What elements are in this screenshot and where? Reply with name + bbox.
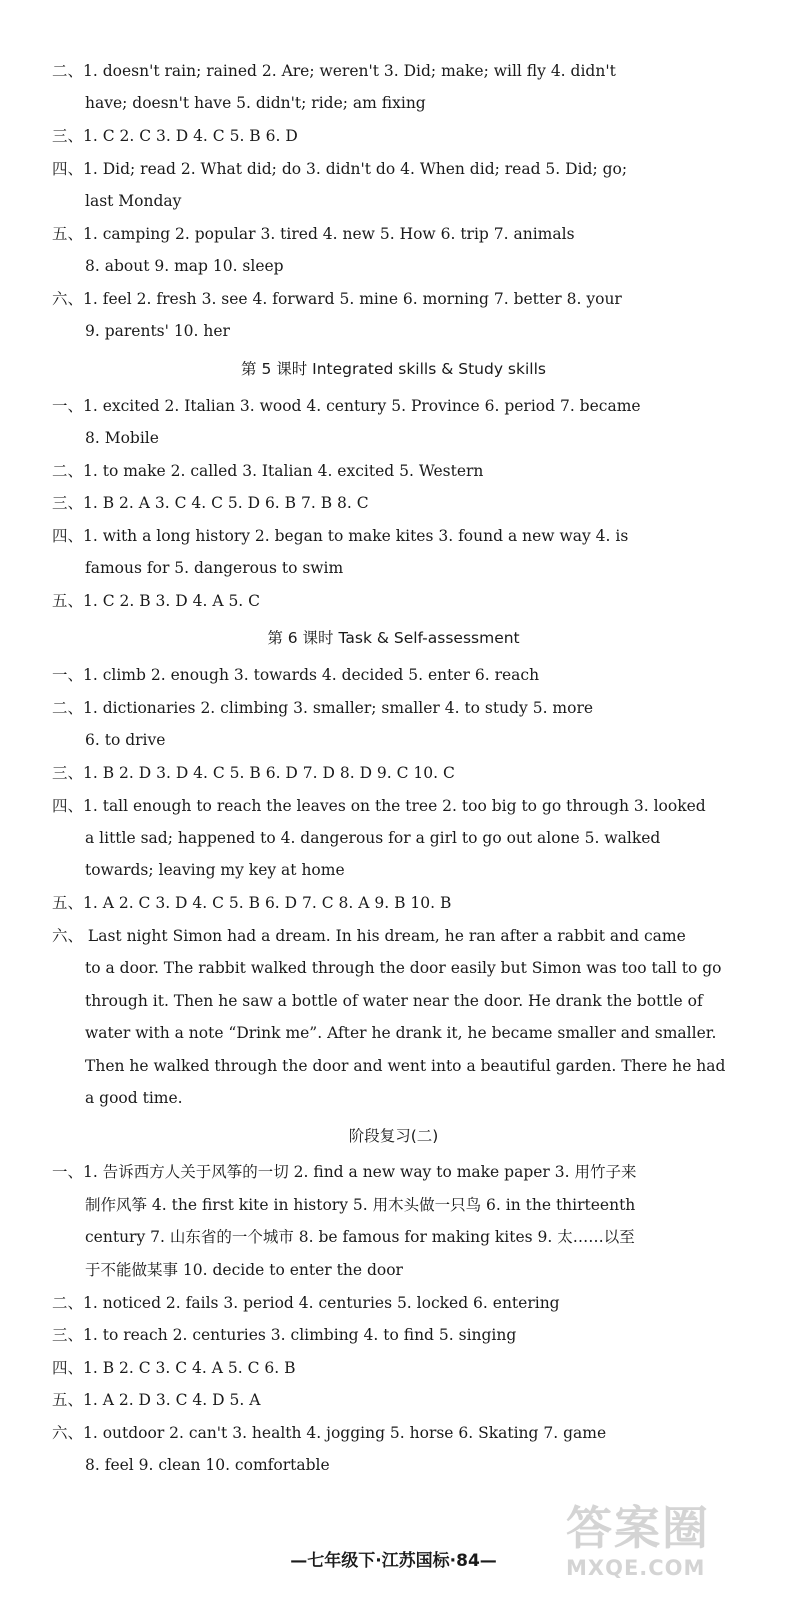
- watermark-url: MXQE.COM: [566, 1556, 706, 1580]
- answer-line: 8. Mobile: [85, 429, 159, 447]
- watermark-title: 答案圈: [566, 1501, 710, 1555]
- answer-line: 四、1. Did; read 2. What did; do 3. didn't do 4. When did; read 5. Did; go;: [52, 160, 628, 178]
- answer-line: 二、1. to make 2. called 3. Italian 4. excited 5. Western: [52, 462, 484, 480]
- page-footer: —七年级下·江苏国标·84—: [290, 1551, 497, 1571]
- answer-line: famous for 5. dangerous to swim: [85, 559, 344, 577]
- answer-line: 制作风筝 4. the first kite in history 5. 用木头做一只鸟 6. in the thirteenth: [85, 1196, 636, 1214]
- answer-line: Then he walked through the door and went into a beautiful garden. There he had: [85, 1057, 726, 1075]
- answer-line: 二、1. noticed 2. fails 3. period 4. centuries 5. locked 6. entering: [52, 1294, 560, 1312]
- answer-line: 六、1. outdoor 2. can't 3. health 4. jogging 5. horse 6. Skating 7. game: [52, 1424, 607, 1442]
- answer-line: 一、1. climb 2. enough 3. towards 4. decided 5. enter 6. reach: [52, 666, 540, 684]
- answer-line: 四、1. tall enough to reach the leaves on the tree 2. too big to go through 3. looked: [52, 797, 706, 815]
- answer-line: 二、1. dictionaries 2. climbing 3. smaller; smaller 4. to study 5. more: [52, 699, 594, 717]
- answer-line: water with a note “Drink me”. After he drank it, he became smaller and smaller.: [85, 1024, 717, 1042]
- answer-line: 三、1. B 2. D 3. D 4. C 5. B 6. D 7. D 8. D 9. C 10. C: [52, 764, 455, 782]
- answer-line: 二、1. doesn't rain; rained 2. Are; weren't 3. Did; make; will fly 4. didn't: [52, 62, 616, 80]
- answer-line: 三、1. to reach 2. centuries 3. climbing 4. to find 5. singing: [52, 1326, 517, 1344]
- answer-line: towards; leaving my key at home: [85, 861, 345, 879]
- answer-line: 五、1. camping 2. popular 3. tired 4. new 5. How 6. trip 7. animals: [52, 225, 575, 243]
- watermark-logo: [566, 1500, 766, 1595]
- answer-line: have; doesn't have 5. didn't; ride; am fixing: [85, 94, 426, 112]
- answer-line: last Monday: [85, 192, 182, 210]
- answer-line: century 7. 山东省的一个城市 8. be famous for making kites 9. 太……以至: [85, 1228, 635, 1246]
- section-heading: 第 5 课时 Integrated skills & Study skills: [241, 360, 546, 378]
- answer-line: 四、1. B 2. C 3. C 4. A 5. C 6. B: [52, 1359, 296, 1377]
- answer-line: 8. about 9. map 10. sleep: [85, 257, 284, 275]
- answer-line: 9. parents' 10. her: [85, 322, 230, 340]
- answer-line: through it. Then he saw a bottle of water near the door. He drank the bottle of: [85, 992, 703, 1010]
- answer-line: to a door. The rabbit walked through the door easily but Simon was too tall to go: [85, 959, 722, 977]
- answer-line: 一、1. 告诉西方人关于风筝的一切 2. find a new way to make paper 3. 用竹子来: [52, 1163, 637, 1181]
- answer-line: 六、1. feel 2. fresh 3. see 4. forward 5. mine 6. morning 7. better 8. your: [52, 290, 622, 308]
- section-heading: 第 6 课时 Task & Self-assessment: [267, 629, 520, 647]
- answer-line: 四、1. with a long history 2. began to make kites 3. found a new way 4. is: [52, 527, 629, 545]
- answer-line: 五、1. A 2. C 3. D 4. C 5. B 6. D 7. C 8. A 9. B 10. B: [52, 894, 452, 912]
- answer-line: 6. to drive: [85, 731, 166, 749]
- section-heading: 阶段复习(二): [348, 1127, 439, 1145]
- answer-line: 六、 Last night Simon had a dream. In his dream, he ran after a rabbit and came: [52, 927, 686, 945]
- answer-line: a good time.: [85, 1089, 183, 1107]
- answer-line: 三、1. C 2. C 3. D 4. C 5. B 6. D: [52, 127, 298, 145]
- answer-line: 一、1. excited 2. Italian 3. wood 4. century 5. Province 6. period 7. became: [52, 397, 641, 415]
- answer-line: 五、1. C 2. B 3. D 4. A 5. C: [52, 592, 261, 610]
- answer-line: 三、1. B 2. A 3. C 4. C 5. D 6. B 7. B 8. C: [52, 494, 369, 512]
- answer-line: 五、1. A 2. D 3. C 4. D 5. A: [52, 1391, 261, 1409]
- answer-line: 8. feel 9. clean 10. comfortable: [85, 1456, 330, 1474]
- answer-line: a little sad; happened to 4. dangerous for a girl to go out alone 5. walked: [85, 829, 661, 847]
- answer-line: 于不能做某事 10. decide to enter the door: [85, 1261, 403, 1279]
